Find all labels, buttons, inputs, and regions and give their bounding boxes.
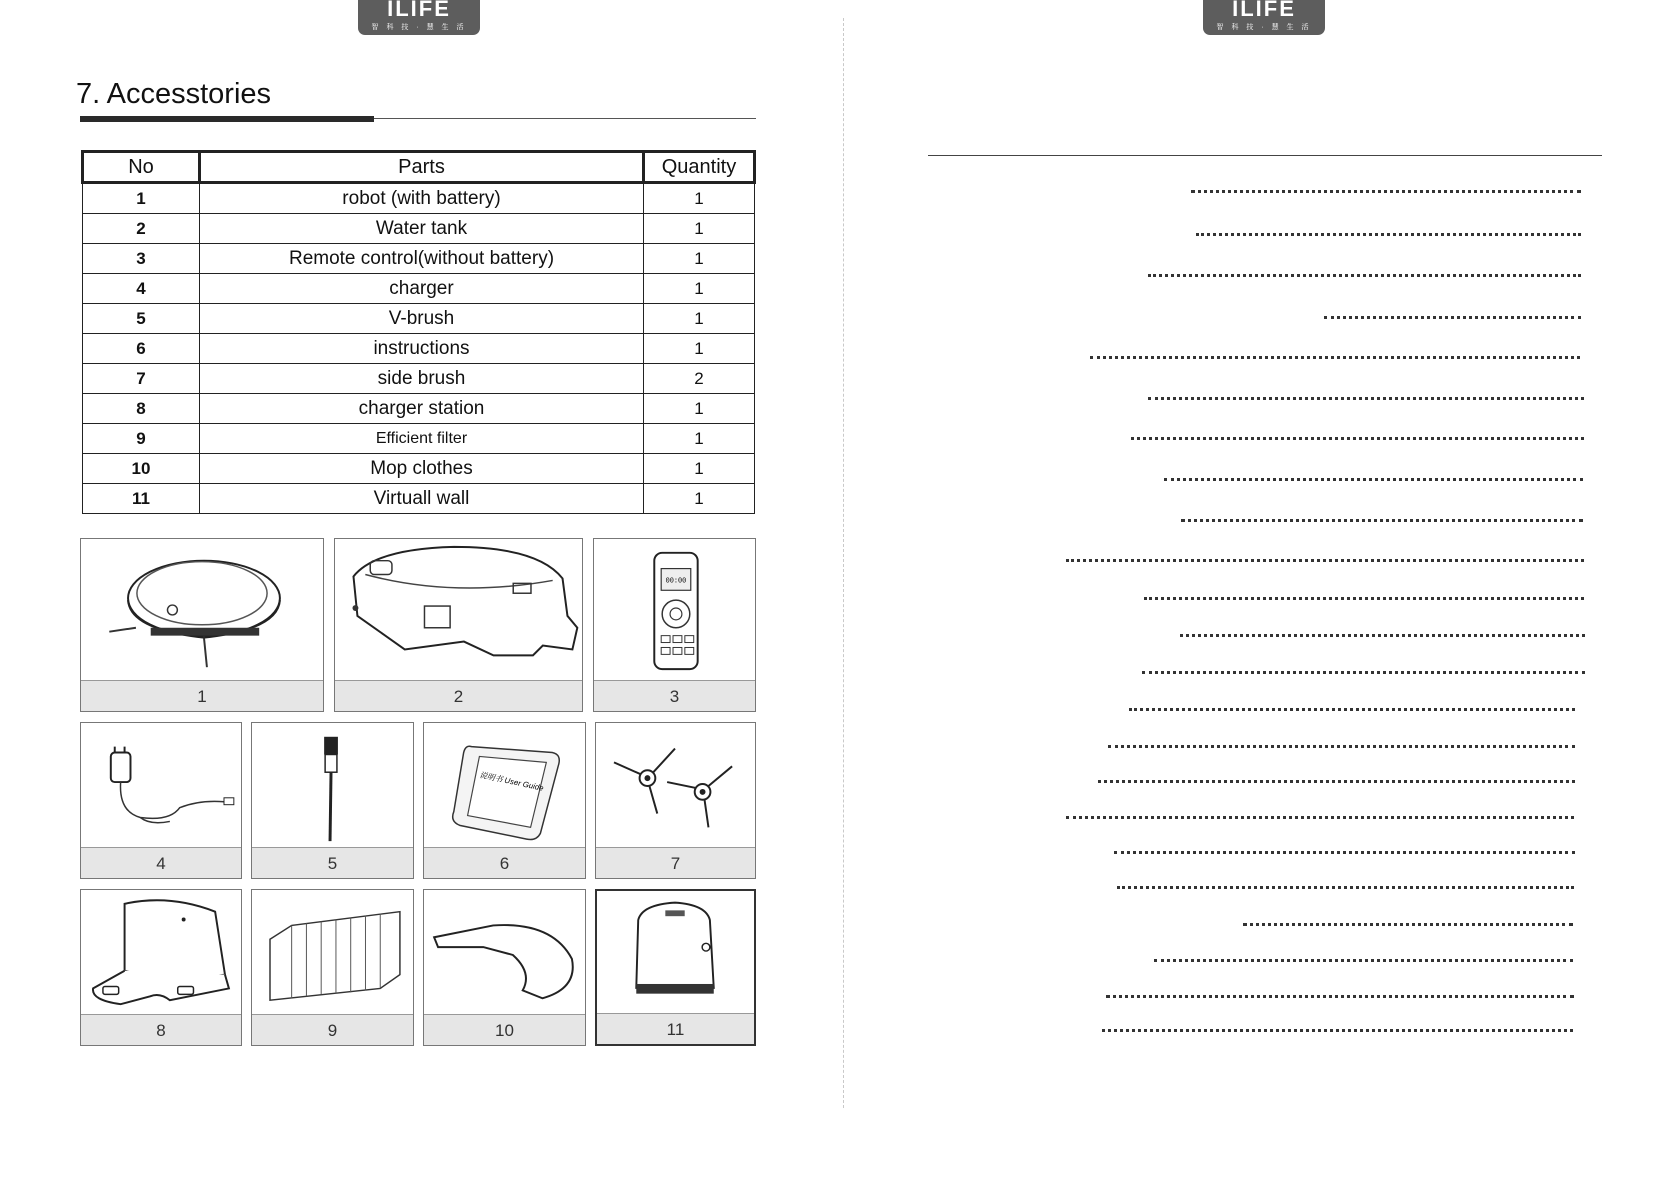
row-part: robot (with battery)	[200, 183, 644, 214]
accessories-table	[81, 150, 756, 514]
toc-leader	[1196, 227, 1581, 236]
figure-caption: 2	[335, 680, 582, 711]
row-qty: 1	[644, 304, 755, 334]
v-brush-illustration	[252, 723, 413, 848]
table-row	[83, 244, 755, 274]
toc-leader	[1066, 810, 1574, 819]
row-qty: 1	[644, 334, 755, 364]
figure-v-brush	[251, 722, 414, 879]
row-qty: 1	[644, 214, 755, 244]
toc-leader	[1142, 665, 1585, 674]
robot-illustration	[81, 539, 323, 681]
toc-leader	[1181, 513, 1583, 522]
header-parts: Parts	[200, 152, 644, 183]
table-row	[83, 364, 755, 394]
logo-wordmark: ILIFE	[1232, 0, 1296, 21]
section-title: 7. Accesstories	[76, 78, 272, 110]
row-part: instructions	[200, 334, 644, 364]
toc-leader	[1129, 702, 1575, 711]
toc-leader	[1108, 739, 1575, 748]
figure-virtual-wall	[595, 889, 756, 1046]
toc-leader	[1164, 472, 1583, 481]
manual-label: 说明书 User Guide	[478, 770, 545, 793]
row-no: 8	[83, 394, 200, 424]
figure-caption: 1	[81, 680, 323, 711]
row-part: Remote control(without battery)	[200, 244, 644, 274]
mop-cloth-illustration	[424, 890, 585, 1015]
row-no: 5	[83, 304, 200, 334]
toc-leader	[1106, 989, 1574, 998]
logo-wordmark: ILIFE	[387, 0, 451, 21]
toc-leader	[1098, 774, 1575, 783]
figure-caption: 10	[424, 1014, 585, 1045]
toc-leader	[1066, 553, 1584, 562]
row-qty: 1	[644, 484, 755, 514]
row-no: 2	[83, 214, 200, 244]
toc-leader	[1131, 431, 1584, 440]
title-rule-accent	[80, 116, 374, 122]
row-part: charger	[200, 274, 644, 304]
toc-rule	[928, 155, 1602, 156]
row-no: 11	[83, 484, 200, 514]
table-header-row	[83, 152, 755, 183]
row-qty: 1	[644, 394, 755, 424]
row-no: 9	[83, 424, 200, 454]
charger-station-illustration	[81, 890, 241, 1015]
table-row	[83, 304, 755, 334]
figure-caption: 9	[252, 1014, 413, 1045]
toc-leader	[1102, 1023, 1573, 1032]
row-part: Mop clothes	[200, 454, 644, 484]
row-part: side brush	[200, 364, 644, 394]
row-no: 3	[83, 244, 200, 274]
row-no: 7	[83, 364, 200, 394]
toc-leader	[1154, 953, 1573, 962]
figure-caption: 3	[594, 680, 755, 711]
table-row	[83, 454, 755, 484]
toc-leader	[1148, 268, 1581, 277]
logo-tagline: 智 科 技 · 慧 生 活	[371, 24, 467, 31]
row-qty: 1	[644, 244, 755, 274]
figure-caption: 6	[424, 847, 585, 878]
table-row	[83, 484, 755, 514]
row-qty: 1	[644, 183, 755, 214]
brand-logo	[358, 0, 480, 35]
figure-side-brush	[595, 722, 756, 879]
filter-illustration	[252, 890, 413, 1015]
figure-caption: 7	[596, 847, 755, 878]
toc-leader	[1144, 591, 1584, 600]
water-tank-illustration	[335, 539, 582, 681]
charger-illustration	[81, 723, 241, 848]
row-no: 10	[83, 454, 200, 484]
logo-tagline: 智 科 技 · 慧 生 活	[1216, 24, 1312, 31]
row-no: 4	[83, 274, 200, 304]
table-row	[83, 183, 755, 214]
figure-mop-cloth	[423, 889, 586, 1046]
page-fold-divider	[843, 18, 844, 1108]
table-row	[83, 424, 755, 454]
figure-filter	[251, 889, 414, 1046]
side-brush-illustration	[596, 723, 755, 848]
header-quantity: Quantity	[644, 152, 755, 183]
toc-leader	[1243, 917, 1573, 926]
figure-charger-station	[80, 889, 242, 1046]
figure-charger	[80, 722, 242, 879]
row-no: 6	[83, 334, 200, 364]
header-no: No	[83, 152, 200, 183]
row-part: Efficient filter	[200, 424, 644, 454]
figure-caption: 11	[597, 1013, 754, 1044]
virtual-wall-illustration	[597, 891, 754, 1014]
table-row	[83, 334, 755, 364]
figure-water-tank	[334, 538, 583, 712]
table-row	[83, 214, 755, 244]
table-row	[83, 274, 755, 304]
toc-leader	[1180, 628, 1585, 637]
row-part: V-brush	[200, 304, 644, 334]
figure-caption: 4	[81, 847, 241, 878]
figure-caption: 8	[81, 1014, 241, 1045]
figure-instructions	[423, 722, 586, 879]
row-no: 1	[83, 183, 200, 214]
row-qty: 2	[644, 364, 755, 394]
brand-logo	[1203, 0, 1325, 35]
table-row	[83, 394, 755, 424]
remote-illustration	[594, 539, 755, 681]
figure-caption: 5	[252, 847, 413, 878]
row-part: Water tank	[200, 214, 644, 244]
row-qty: 1	[644, 424, 755, 454]
toc-leader	[1148, 391, 1584, 400]
toc-leader	[1324, 310, 1581, 319]
toc-leader	[1114, 845, 1575, 854]
figure-remote	[593, 538, 756, 712]
row-qty: 1	[644, 274, 755, 304]
manual-illustration	[424, 723, 585, 848]
toc-leader	[1191, 184, 1581, 193]
row-part: Virtuall wall	[200, 484, 644, 514]
row-qty: 1	[644, 454, 755, 484]
remote-display: 00:00	[665, 577, 687, 586]
figure-robot	[80, 538, 324, 712]
row-part: charger station	[200, 394, 644, 424]
toc-leader	[1090, 350, 1580, 359]
toc-leader	[1117, 880, 1574, 889]
